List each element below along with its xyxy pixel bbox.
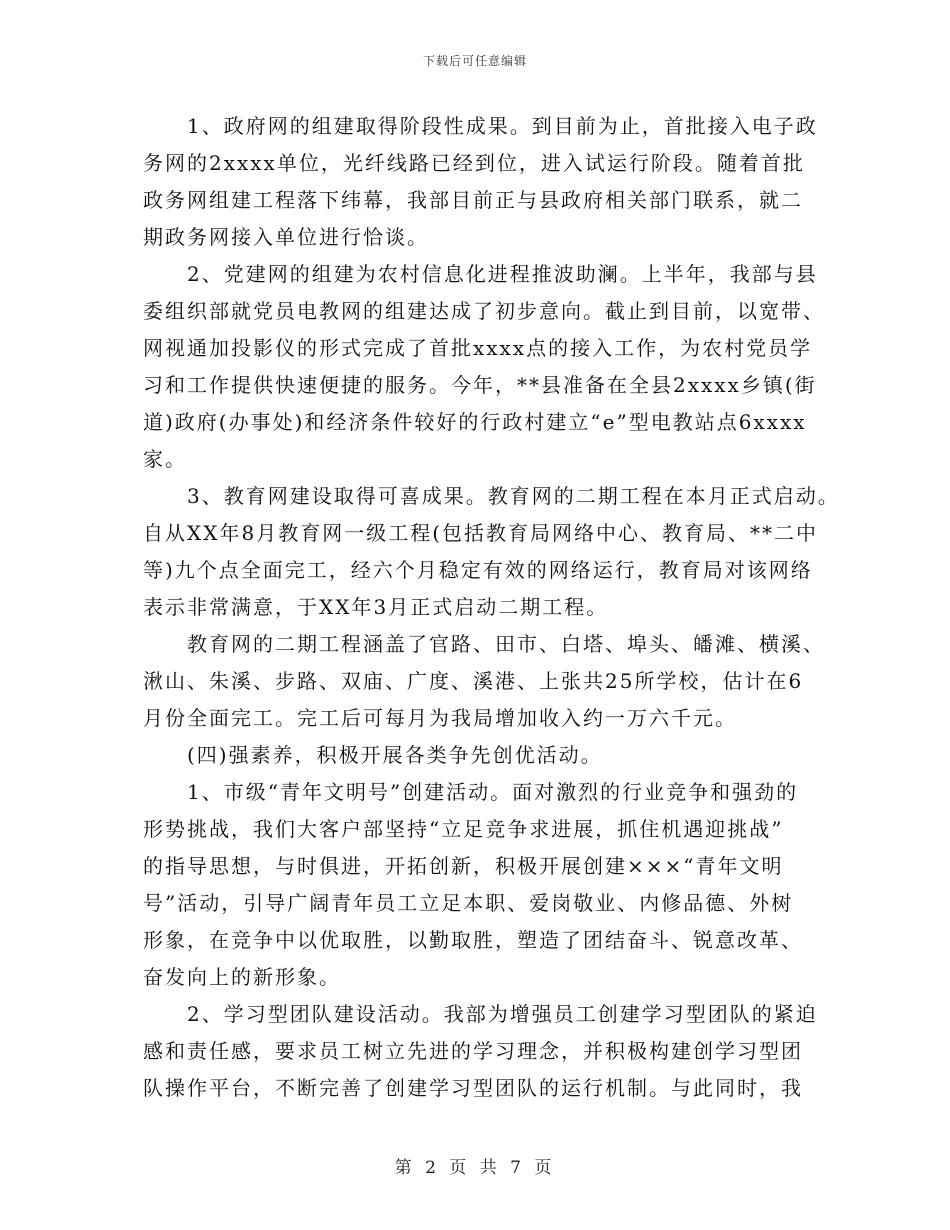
text-line: 委组织部就党员电教网的组建达成了初步意向。截止到目前，以宽带、 (143, 299, 825, 323)
page-footer: 第 2 页 共 7 页 (394, 1158, 556, 1178)
text-line: 等)九个点全面完工，经六个月稳定有效的网络运行，教育局对该网络 (143, 558, 813, 582)
text-line: 教育网的二期工程涵盖了官路、田市、白塔、埠头、皤滩、横溪、 (187, 632, 825, 656)
text-line: 2、党建网的组建为农村信息化进程推波助澜。上半年，我部与县 (187, 262, 818, 286)
text-line: 政务网组建工程落下纬幕，我部目前正与县政府相关部门联系，就二 (143, 188, 803, 212)
text-line: 奋发向上的新形象。 (143, 965, 341, 989)
document-body (143, 108, 840, 1107)
text-line: 自从XX年8月教育网一级工程(包括教育局网络中心、教育局、**二中 (143, 521, 819, 545)
text-line: 习和工作提供快速便捷的服务。今年，**县准备在全县2xxxx乡镇(街 (143, 373, 817, 397)
text-line: 1、政府网的组建取得阶段性成果。到目前为止，首批接入电子政 (187, 114, 818, 138)
text-line: 形势挑战，我们大客户部坚持“立足竞争求进展，抓住机遇迎挑战” (143, 817, 784, 841)
text-line: 2、学习型团队建设活动。我部为增强员工创建学习型团队的紧迫 (187, 1002, 818, 1026)
page-header: 下载后可任意编辑 (422, 54, 527, 68)
text-line: 队操作平台，不断完善了创建学习型团队的运行机制。与此同时，我 (143, 1076, 803, 1100)
text-line: 湫山、朱溪、步路、双庙、广度、溪港、上张共25所学校，估计在6 (143, 669, 804, 693)
text-line: 号”活动，引导广阔青年员工立足本职、爱岗敬业、内修品德、外树 (143, 891, 794, 915)
text-line: 期政务网接入单位进行恰谈。 (143, 225, 429, 249)
section-heading: (四)强素养，积极开展各类争先创优活动。 (187, 743, 603, 767)
text-line: 感和责任感，要求员工树立先进的学习理念，并积极构建创学习型团 (143, 1039, 803, 1063)
text-line: 道)政府(办事处)和经济条件较好的行政村建立“e”型电教站点6xxxx (143, 410, 807, 434)
text-line: 3、教育网建设取得可喜成果。教育网的二期工程在本月正式启动。 (187, 484, 840, 508)
text-line: 形象，在竞争中以优取胜，以勤取胜，塑造了团结奋斗、锐意改革、 (143, 928, 803, 952)
text-line: 家。 (143, 447, 187, 471)
text-line: 网视通加投影仪的形式完成了首批xxxx点的接入工作，为农村党员学 (143, 336, 813, 360)
text-line: 务网的2xxxx单位，光纤线路已经到位，进入试运行阶段。随着首批 (143, 151, 805, 175)
text-line: 的指导思想，与时俱进，开拓创新，积极开展创建×××“青年文明 (143, 854, 784, 878)
text-line: 月份全面完工。完工后可每月为我局增加收入约一万六千元。 (143, 706, 737, 730)
text-line: 1、市级“青年文明号”创建活动。面对激烈的行业竞争和强劲的 (187, 780, 799, 804)
text-line: 表示非常满意，于XX年3月正式启动二期工程。 (143, 595, 609, 619)
